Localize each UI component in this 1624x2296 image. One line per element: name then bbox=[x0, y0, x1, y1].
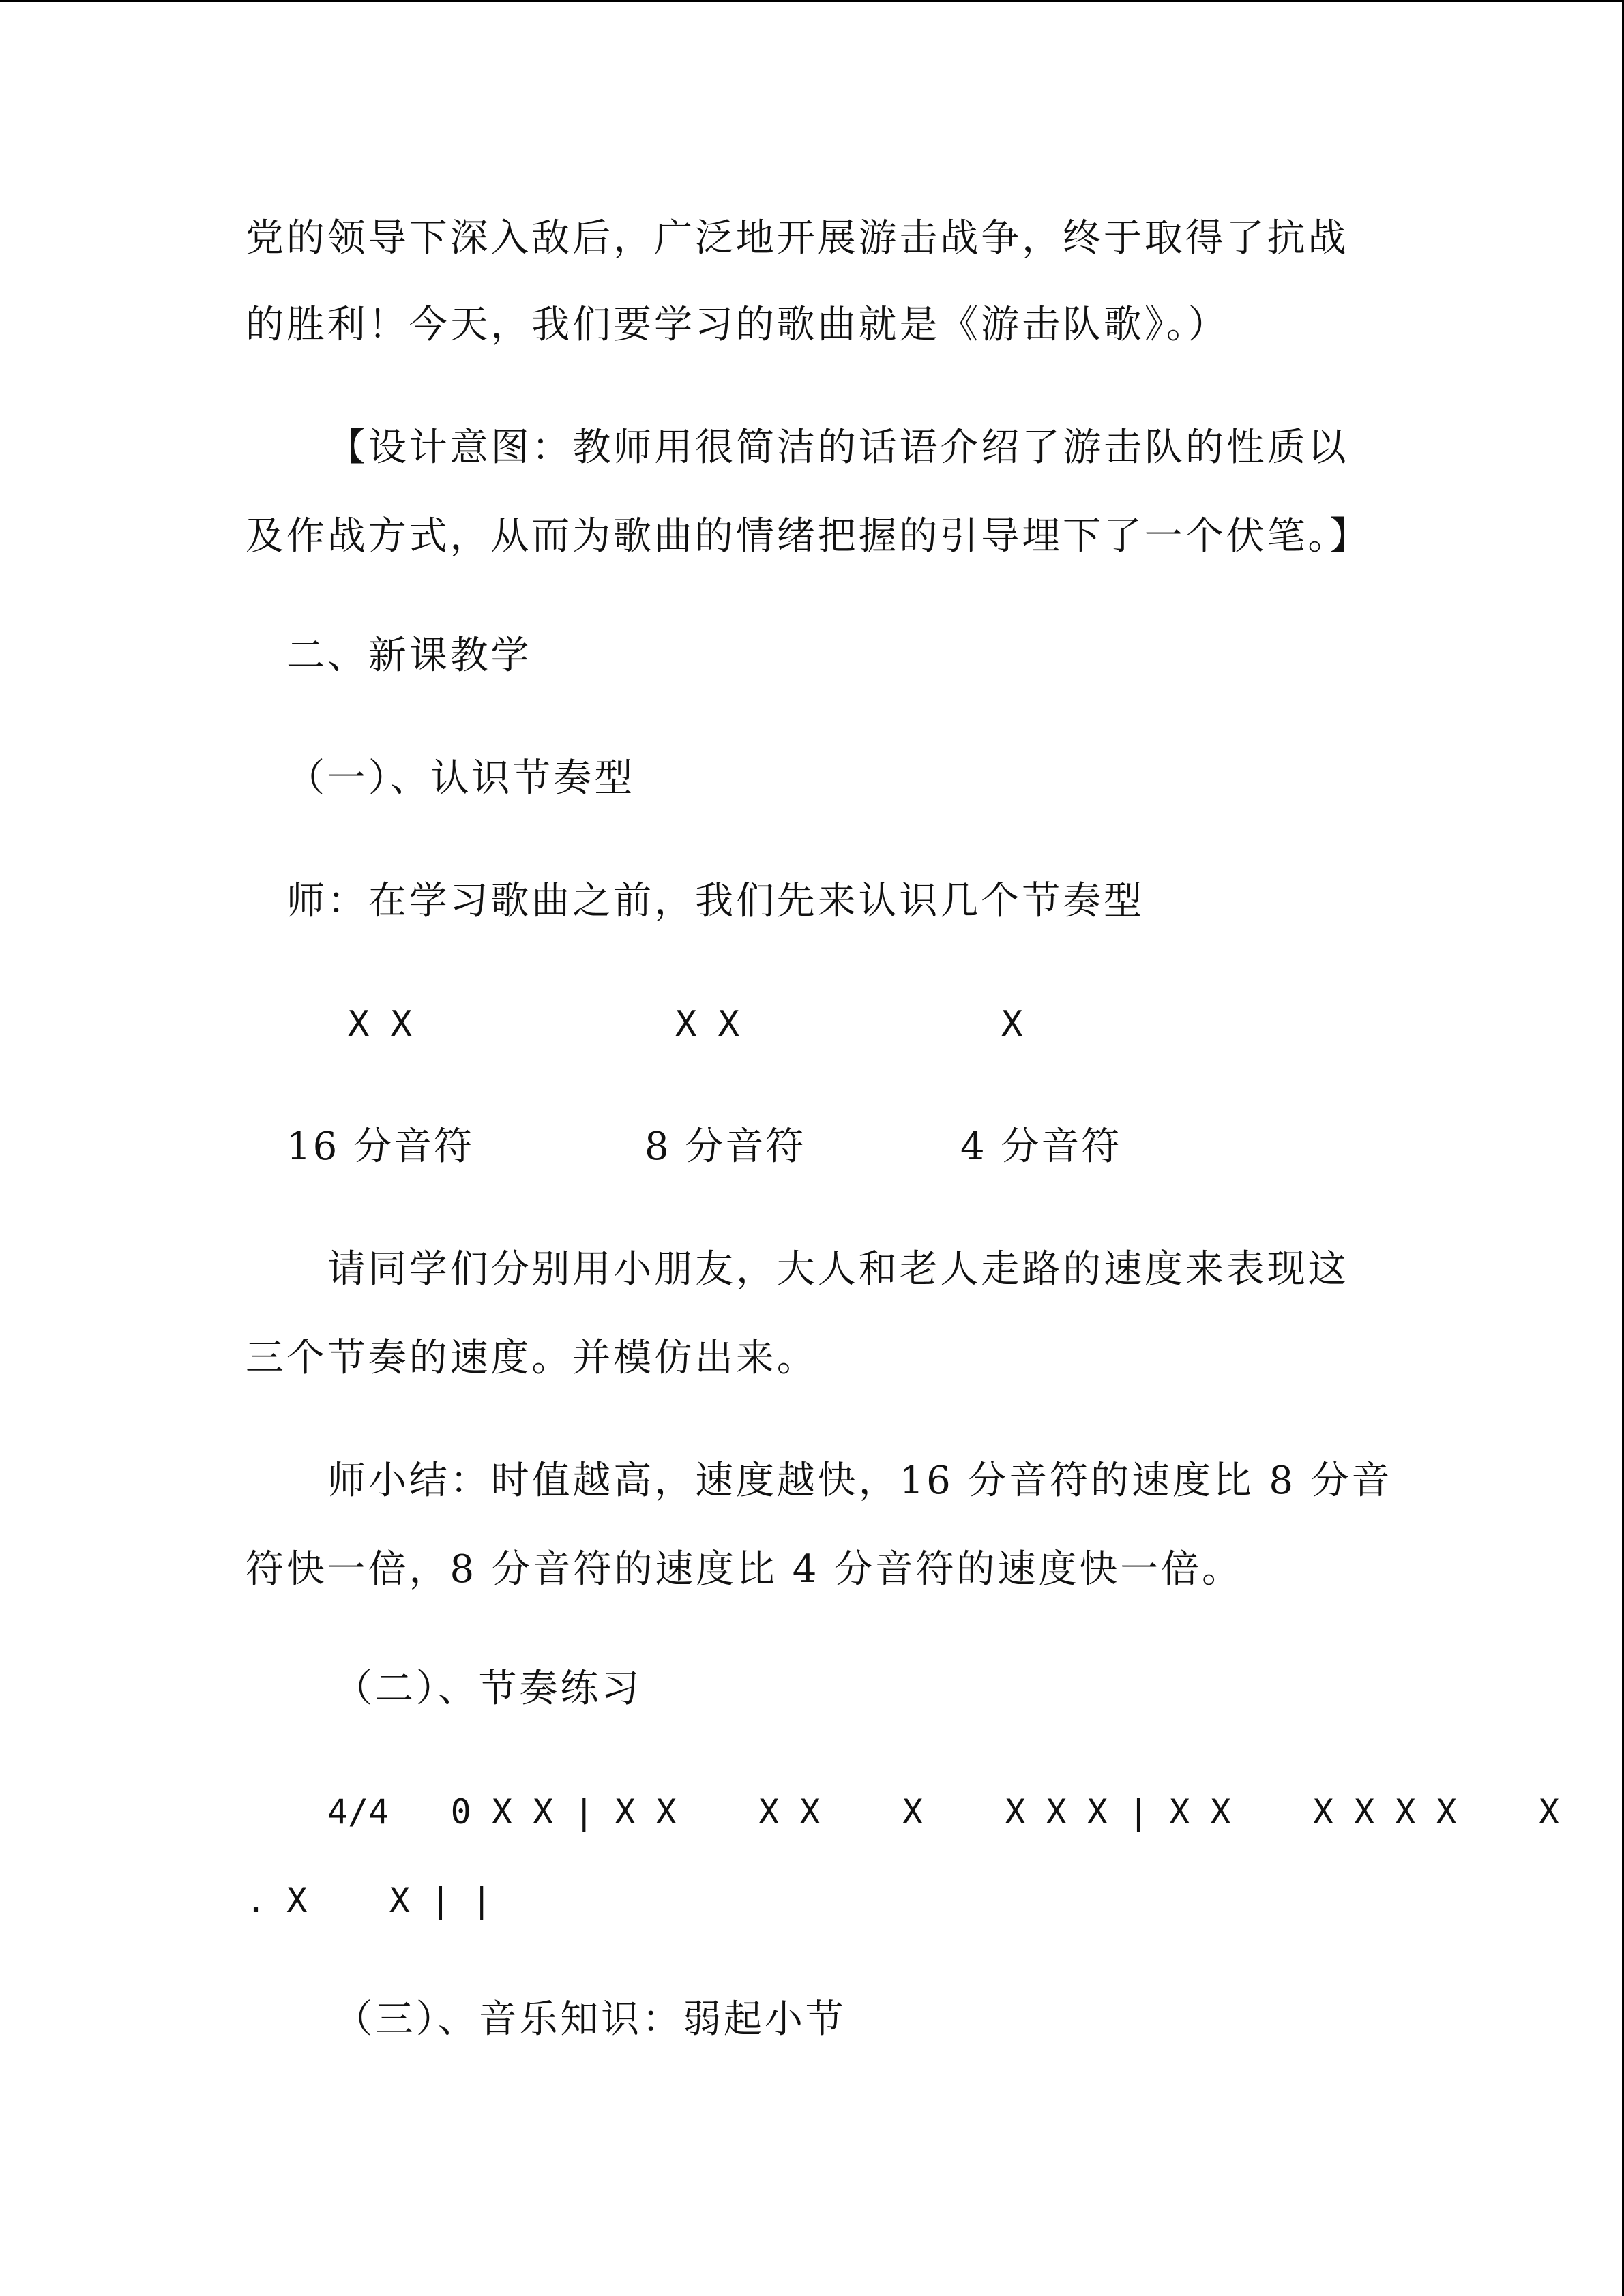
rhythm-exercise-line: . X X | | bbox=[246, 1881, 492, 1920]
rhythm-symbol-eighth: X X bbox=[675, 1004, 739, 1045]
subsection-heading-music-knowledge: （三）、音乐知识：弱起小节 bbox=[334, 1997, 846, 2042]
paragraph-line: 的胜利！今天，我们要学习的歌曲就是《游击队歌》。） bbox=[246, 303, 1229, 347]
section-heading-new-lesson: 二、新课教学 bbox=[286, 633, 532, 678]
design-intent-line: 【设计意图：教师用很简洁的话语介绍了游击队的性质以 bbox=[327, 426, 1349, 470]
rhythm-symbol-sixteenth: X X bbox=[348, 1004, 412, 1045]
paragraph-line: 请同学们分别用小朋友，大人和老人走路的速度来表现这 bbox=[327, 1247, 1349, 1292]
rhythm-name-sixteenth: 16 分音符 bbox=[286, 1124, 475, 1169]
rhythm-name-quarter: 4 分音符 bbox=[960, 1124, 1122, 1169]
teacher-summary-line: 符快一倍，8 分音符的速度比 4 分音符的速度快一倍。 bbox=[246, 1547, 1243, 1592]
teacher-line: 师：在学习歌曲之前，我们先来认识几个节奏型 bbox=[286, 879, 1145, 923]
subsection-heading-rhythm-practice: （二）、节奏练习 bbox=[334, 1667, 643, 1711]
subsection-heading-rhythm-types: （一）、认识节奏型 bbox=[286, 756, 636, 801]
paragraph-line: 党的领导下深入敌后，广泛地开展游击战争，终于取得了抗战 bbox=[246, 216, 1349, 260]
design-intent-line: 及作战方式，从而为歌曲的情绪把握的引导埋下了一个伏笔。】 bbox=[246, 514, 1371, 558]
paragraph-line: 三个节奏的速度。并模仿出来。 bbox=[246, 1336, 818, 1380]
rhythm-symbol-quarter: X bbox=[1001, 1004, 1023, 1045]
rhythm-name-eighth: 8 分音符 bbox=[645, 1124, 806, 1169]
page-top-border bbox=[0, 0, 1624, 2]
rhythm-exercise-line: 4/4 0 X X | X X X X X X X X | X X X X X X X bbox=[327, 1792, 1560, 1832]
teacher-summary-line: 师小结：时值越高，速度越快，16 分音符的速度比 8 分音 bbox=[327, 1459, 1393, 1503]
